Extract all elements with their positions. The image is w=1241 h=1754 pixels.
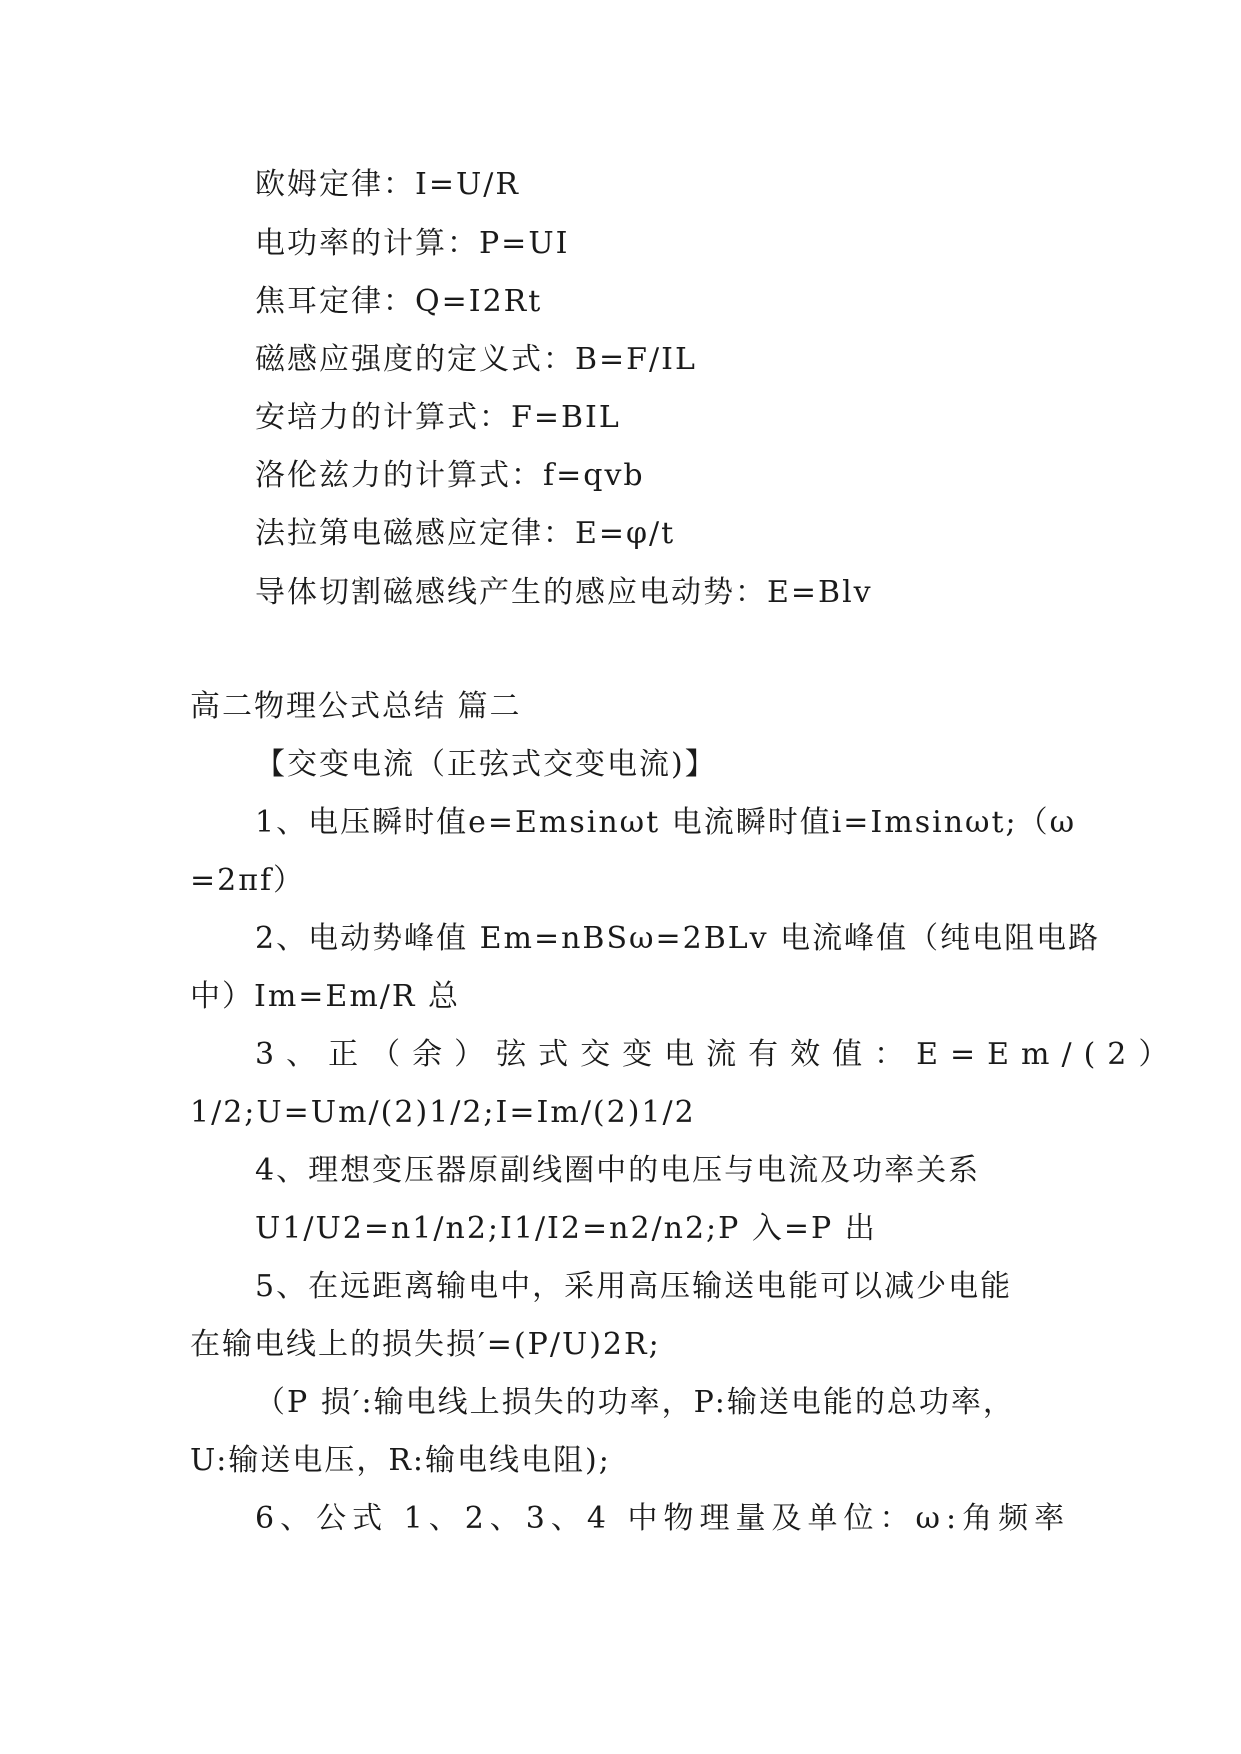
- formula-faraday-law: 法拉第电磁感应定律：E=φ/t: [255, 516, 676, 551]
- paragraph-line: 6、公式 1、2、3、4 中物理量及单位：ω:角频率: [255, 1501, 1071, 1536]
- formula-ampere-force: 安培力的计算式：F=BIL: [255, 400, 621, 435]
- formula-lorentz-force: 洛伦兹力的计算式：f=qvb: [255, 458, 645, 493]
- formula-magnetic-induction: 磁感应强度的定义式：B=F/IL: [255, 342, 697, 377]
- formula-ohms-law: 欧姆定律：I=U/R: [255, 167, 520, 202]
- section-heading: 高二物理公式总结 篇二: [190, 689, 522, 724]
- formula-motional-emf: 导体切割磁感线产生的感应电动势：E=Blv: [255, 575, 873, 610]
- formula-electric-power: 电功率的计算：P=UI: [255, 226, 570, 261]
- paragraph-line: 5、在远距离输电中，采用高压输送电能可以减少电能: [255, 1269, 1013, 1304]
- paragraph-line: U1/U2=n1/n2;I1/I2=n2/n2;P 入=P 出: [255, 1211, 877, 1246]
- paragraph-line: 3、正（余）弦式交变电流有效值：E=Em/(2）: [255, 1037, 1181, 1072]
- paragraph-line: 1/2;U=Um/(2)1/2;I=Im/(2)1/2: [190, 1095, 696, 1130]
- paragraph-line: 2、电动势峰值 Em=nBSω=2BLv 电流峰值（纯电阻电路: [255, 921, 1101, 956]
- section-subheading: 【交变电流（正弦式交变电流)】: [255, 747, 717, 782]
- paragraph-line: =2πf）: [190, 863, 306, 898]
- paragraph-line: 在输电线上的损失损′=(P/U)2R;: [190, 1327, 661, 1362]
- paragraph-line: （P 损′:输电线上损失的功率，P:输送电能的总功率，: [255, 1385, 1015, 1420]
- paragraph-line: 中）Im=Em/R 总: [190, 979, 461, 1014]
- formula-joules-law: 焦耳定律：Q=I2Rt: [255, 284, 543, 319]
- paragraph-line: 1、电压瞬时值e=Emsinωt 电流瞬时值i=Imsinωt;（ω: [255, 805, 1077, 840]
- paragraph-line: U:输送电压，R:输电线电阻);: [190, 1443, 611, 1478]
- paragraph-line: 4、理想变压器原副线圈中的电压与电流及功率关系: [255, 1153, 981, 1188]
